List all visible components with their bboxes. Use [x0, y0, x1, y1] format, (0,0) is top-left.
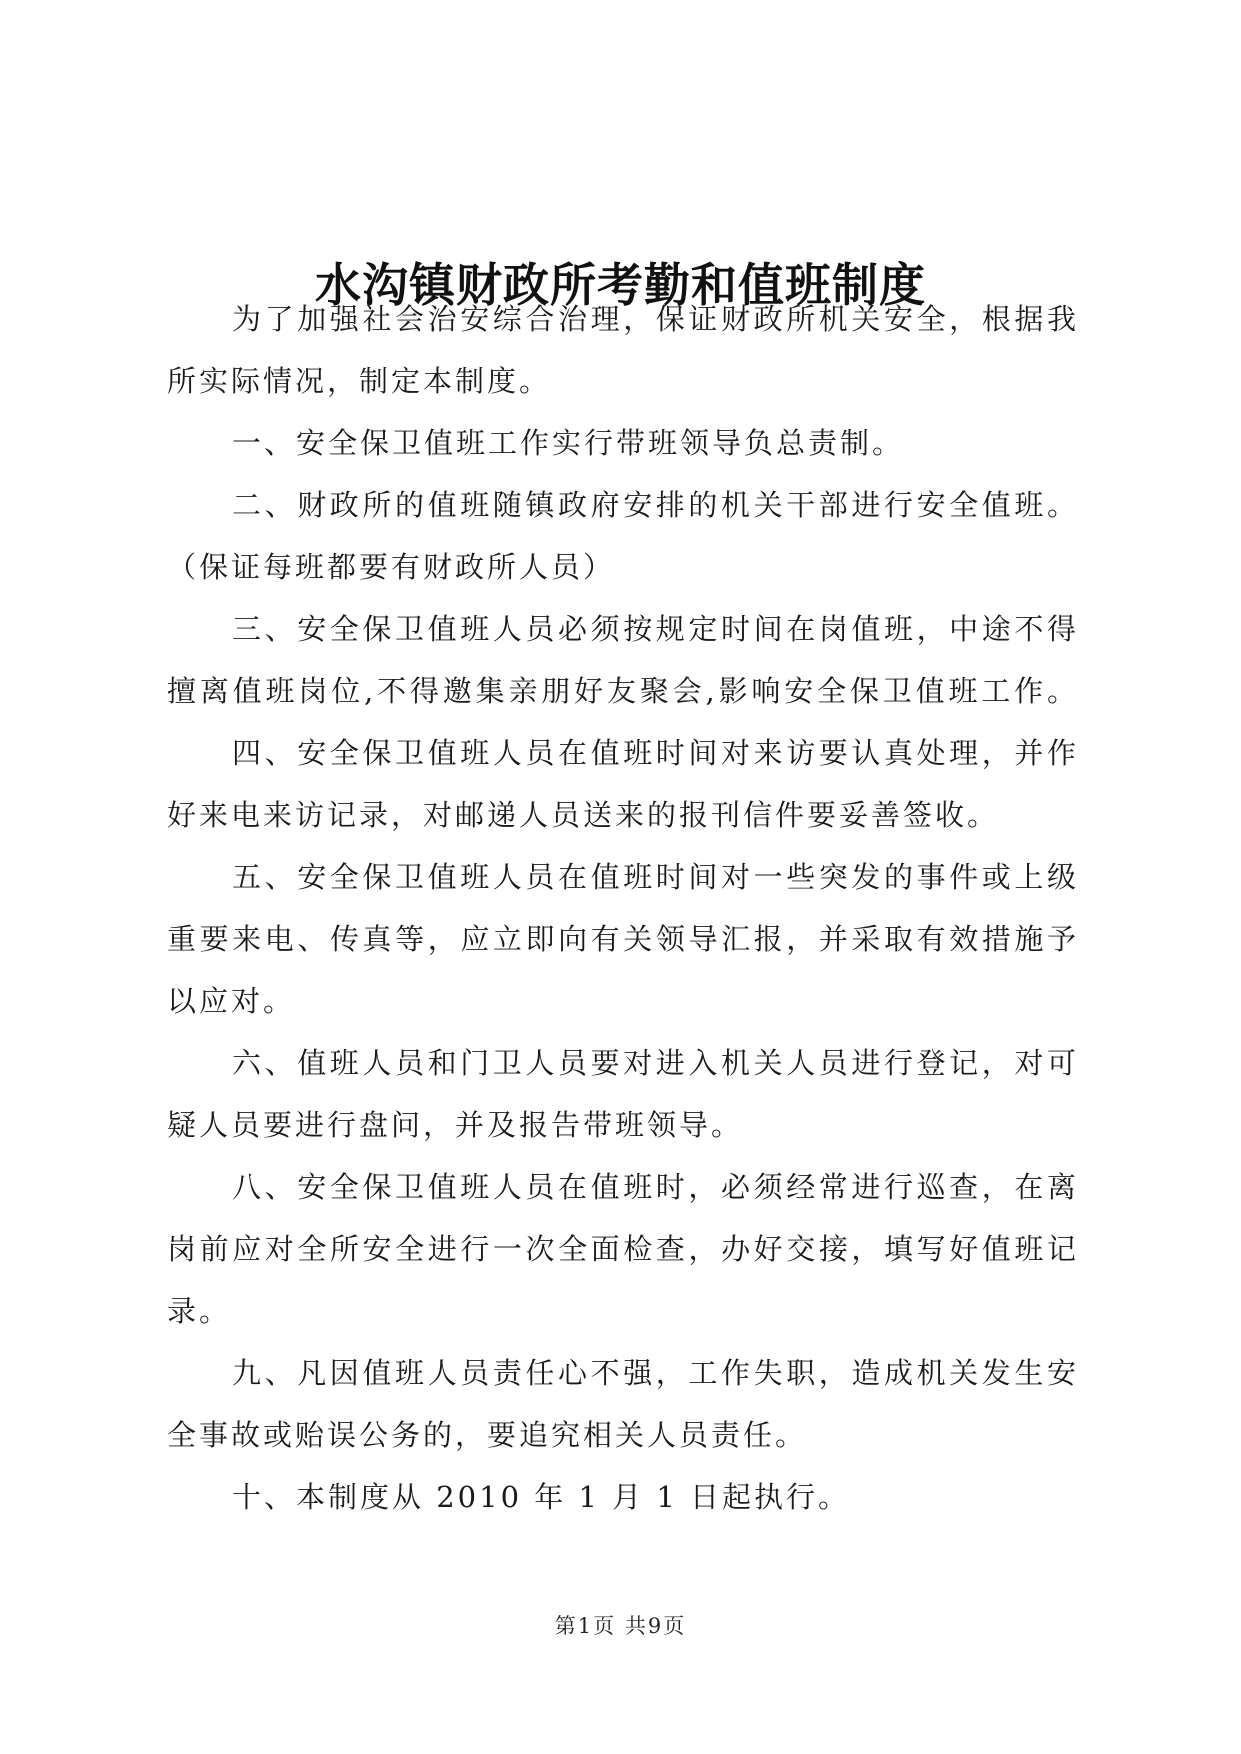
paragraph-line: 为了加强社会治安综合治理，保证财政所机关安全，根据我 — [232, 302, 1079, 336]
paragraph-item-8 — [167, 1156, 1079, 1342]
paragraph-item-1 — [167, 412, 1079, 474]
paragraph-item-5 — [167, 846, 1079, 1032]
paragraph-line: （保证每班都要有财政所人员） — [167, 550, 616, 584]
paragraph-line: 以应对。 — [167, 984, 296, 1018]
paragraph-item-10 — [167, 1466, 1079, 1528]
paragraph-line: 所实际情况，制定本制度。 — [167, 364, 552, 398]
paragraph-line: 重要来电、传真等，应立即向有关领导汇报，并采取有效措施予 — [167, 922, 1079, 956]
paragraph-line: 二、财政所的值班随镇政府安排的机关干部进行安全值班。 — [232, 488, 1079, 522]
paragraph-item-3 — [167, 598, 1079, 722]
paragraph-line: 擅离值班岗位,不得邀集亲朋好友聚会,影响安全保卫值班工作。 — [167, 674, 1079, 708]
paragraph-line: 九、凡因值班人员责任心不强，工作失职，造成机关发生安 — [232, 1356, 1079, 1390]
paragraph-item-4 — [167, 722, 1079, 846]
paragraph-item-2 — [167, 474, 1079, 598]
page-number: 第1页 共9页 — [554, 1614, 687, 1638]
paragraph-line: 录。 — [167, 1294, 232, 1328]
document-title: 水沟镇财政所考勤和值班制度 — [315, 257, 926, 312]
paragraph-line: 三、安全保卫值班人员必须按规定时间在岗值班，中途不得 — [232, 612, 1079, 646]
document-body — [167, 288, 1079, 1528]
paragraph-line: 六、值班人员和门卫人员要对进入机关人员进行登记，对可 — [232, 1046, 1079, 1080]
paragraph-line: 疑人员要进行盘问，并及报告带班领导。 — [167, 1108, 744, 1142]
paragraph-line: 五、安全保卫值班人员在值班时间对一些突发的事件或上级 — [232, 860, 1079, 894]
paragraph-line: 十、本制度从 2010 年 1 月 1 日起执行。 — [232, 1480, 851, 1514]
paragraph-intro — [167, 288, 1079, 412]
paragraph-item-9 — [167, 1342, 1079, 1466]
paragraph-line: 岗前应对全所安全进行一次全面检查，办好交接，填写好值班记 — [167, 1232, 1079, 1266]
paragraph-line: 全事故或贻误公务的，要追究相关人员责任。 — [167, 1418, 808, 1452]
paragraph-line: 八、安全保卫值班人员在值班时，必须经常进行巡查，在离 — [232, 1170, 1079, 1204]
paragraph-line: 好来电来访记录，对邮递人员送来的报刊信件要妥善签收。 — [167, 798, 1000, 832]
paragraph-line: 四、安全保卫值班人员在值班时间对来访要认真处理，并作 — [232, 736, 1079, 770]
paragraph-item-6 — [167, 1032, 1079, 1156]
paragraph-line: 一、安全保卫值班工作实行带班领导负总责制。 — [232, 426, 905, 460]
